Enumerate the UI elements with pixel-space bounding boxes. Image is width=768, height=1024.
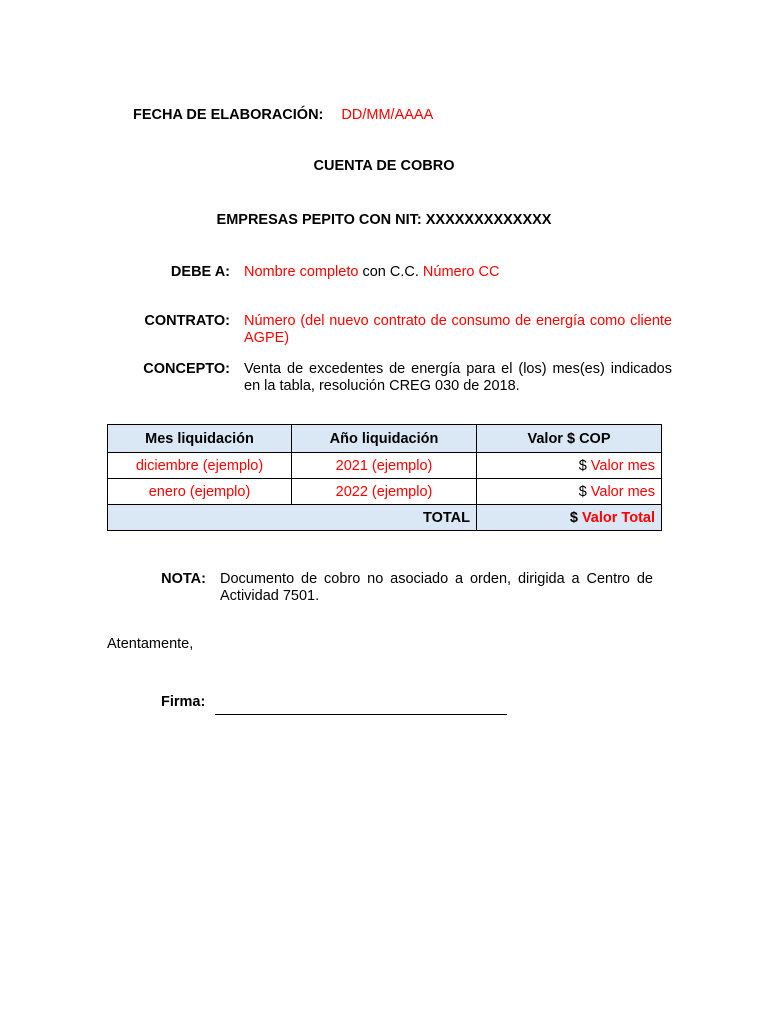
header-anio: Año liquidación: [292, 425, 477, 453]
firma-label: Firma:: [161, 694, 206, 710]
document-title: CUENTA DE COBRO: [313, 158, 455, 174]
currency-symbol: $: [578, 457, 587, 474]
total-value-cell: [477, 505, 662, 531]
cell-valor: [477, 453, 662, 479]
table-row: [108, 479, 662, 505]
cell-anio: 2021 (ejemplo): [292, 453, 477, 479]
total-currency-symbol: $: [569, 509, 578, 526]
header-mes: Mes liquidación: [108, 425, 292, 453]
debtor-connector: con C.C.: [362, 264, 419, 280]
nota-text: Documento de cobro no asociado a orden, dirigida a Centro de Actividad 7501.: [220, 571, 653, 604]
contrato-label: CONTRATO:: [144, 313, 230, 329]
concepto-label: CONCEPTO:: [143, 361, 230, 377]
cell-anio: 2022 (ejemplo): [292, 479, 477, 505]
concepto-value: Venta de excedentes de energía para el (los) mes(es) indicados en la tabla, resolución CREG 030 de 2018.: [244, 361, 672, 394]
table-row: [108, 453, 662, 479]
debe-a-value: [244, 264, 672, 281]
fecha-elaboracion-row: [133, 107, 433, 123]
fecha-label: FECHA DE ELABORACIÓN:: [133, 107, 324, 123]
total-value: Valor Total: [581, 509, 655, 526]
cell-valor: [477, 479, 662, 505]
total-label: TOTAL: [108, 505, 477, 531]
signature-line: [215, 714, 507, 715]
fecha-value: DD/MM/AAAA: [341, 107, 434, 123]
closing-text: Atentamente,: [107, 636, 194, 652]
cell-mes: diciembre (ejemplo): [108, 453, 292, 479]
cell-mes: enero (ejemplo): [108, 479, 292, 505]
debtor-name: Nombre completo: [244, 264, 359, 280]
header-valor: Valor $ COP: [477, 425, 662, 453]
debtor-cc: Número CC: [422, 264, 500, 280]
table-total-row: [108, 505, 662, 531]
nota-label: NOTA:: [161, 571, 206, 587]
contrato-value: Número (del nuevo contrato de consumo de energía como cliente AGPE): [244, 313, 672, 346]
valor-placeholder: Valor mes: [590, 483, 655, 500]
debe-a-label: DEBE A:: [170, 264, 230, 280]
company-line: EMPRESAS PEPITO CON NIT: XXXXXXXXXXXXX: [216, 212, 552, 228]
liquidation-table: [107, 424, 662, 531]
valor-placeholder: Valor mes: [590, 457, 655, 474]
table-header-row: [108, 425, 662, 453]
currency-symbol: $: [578, 483, 587, 500]
